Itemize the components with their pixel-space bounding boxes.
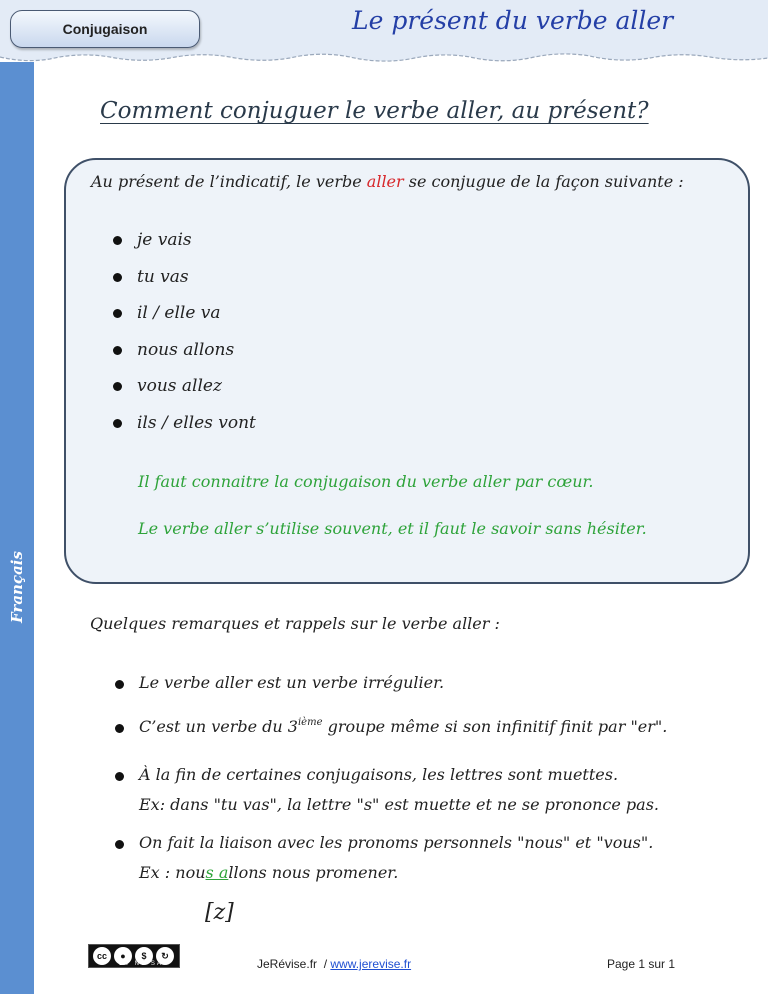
nc-icon: $	[135, 947, 153, 965]
cc-license-badge[interactable]	[88, 944, 180, 968]
remark-text: À la fin de certaines conjugaisons, les lettres sont muettes.	[139, 765, 619, 784]
note-memorize: Il faut connaitre la conjugaison du verbe aller par cœur.	[138, 472, 594, 491]
remarks-title: Quelques remarques et rappels sur le verbe aller :	[90, 614, 500, 633]
conjugation-list	[113, 226, 256, 446]
page-title: Le présent du verbe aller	[352, 6, 674, 35]
footer-link[interactable]: www.jerevise.fr	[330, 957, 412, 971]
intro-verb: aller	[366, 172, 404, 191]
page-number: Page 1 sur 1	[607, 957, 676, 971]
footer-site-name: JeRévise.fr	[257, 957, 318, 971]
note-usage: Le verbe aller s’utilise souvent, et il faut le savoir sans hésiter.	[138, 519, 647, 538]
list-item	[115, 712, 667, 760]
list-item: ils / elles vont	[113, 409, 256, 446]
remarks-list	[115, 668, 667, 888]
remark-text: C’est un verbe du 3	[139, 717, 298, 736]
example-text: Ex: dans "tu vas", la lettre "s" est muette et ne se prononce pas.	[139, 795, 659, 814]
list-item	[115, 760, 667, 828]
sa-icon: ↻	[156, 947, 174, 965]
example-text: llons nous promener.	[228, 863, 399, 882]
footer-separator: /	[323, 957, 328, 971]
list-item: il / elle va	[113, 299, 256, 336]
phonetic-notation: [z]	[205, 900, 234, 925]
example-text: Ex : nou	[139, 863, 206, 882]
intro-after: se conjugue de la façon suivante :	[403, 172, 684, 191]
superscript: ième	[297, 717, 323, 728]
license-sub: BY NC SA	[119, 961, 163, 967]
list-item: tu vas	[113, 263, 256, 300]
sidebar	[0, 62, 34, 994]
intro-before: Au présent de l’indicatif, le verbe	[91, 172, 367, 191]
tab-conjugaison[interactable]: Conjugaison	[10, 10, 200, 48]
intro-text	[91, 172, 684, 191]
list-item: vous allez	[113, 372, 256, 409]
section-heading: Comment conjuguer le verbe aller, au présent?	[100, 98, 649, 124]
list-item	[115, 828, 667, 888]
remark-text: On fait la liaison avec les pronoms personnels "nous" et "vous".	[139, 833, 654, 852]
list-item: nous allons	[113, 336, 256, 373]
sidebar-label: Français	[8, 551, 26, 623]
list-item: Le verbe aller est un verbe irrégulier.	[115, 668, 667, 712]
remark-text: groupe même si son infinitif finit par "er".	[322, 717, 668, 736]
list-item: je vais	[113, 226, 256, 263]
by-icon: ●	[114, 947, 132, 965]
cc-icon: cc	[93, 947, 111, 965]
liaison-highlight: s a	[205, 863, 229, 882]
footer-site	[257, 957, 411, 971]
